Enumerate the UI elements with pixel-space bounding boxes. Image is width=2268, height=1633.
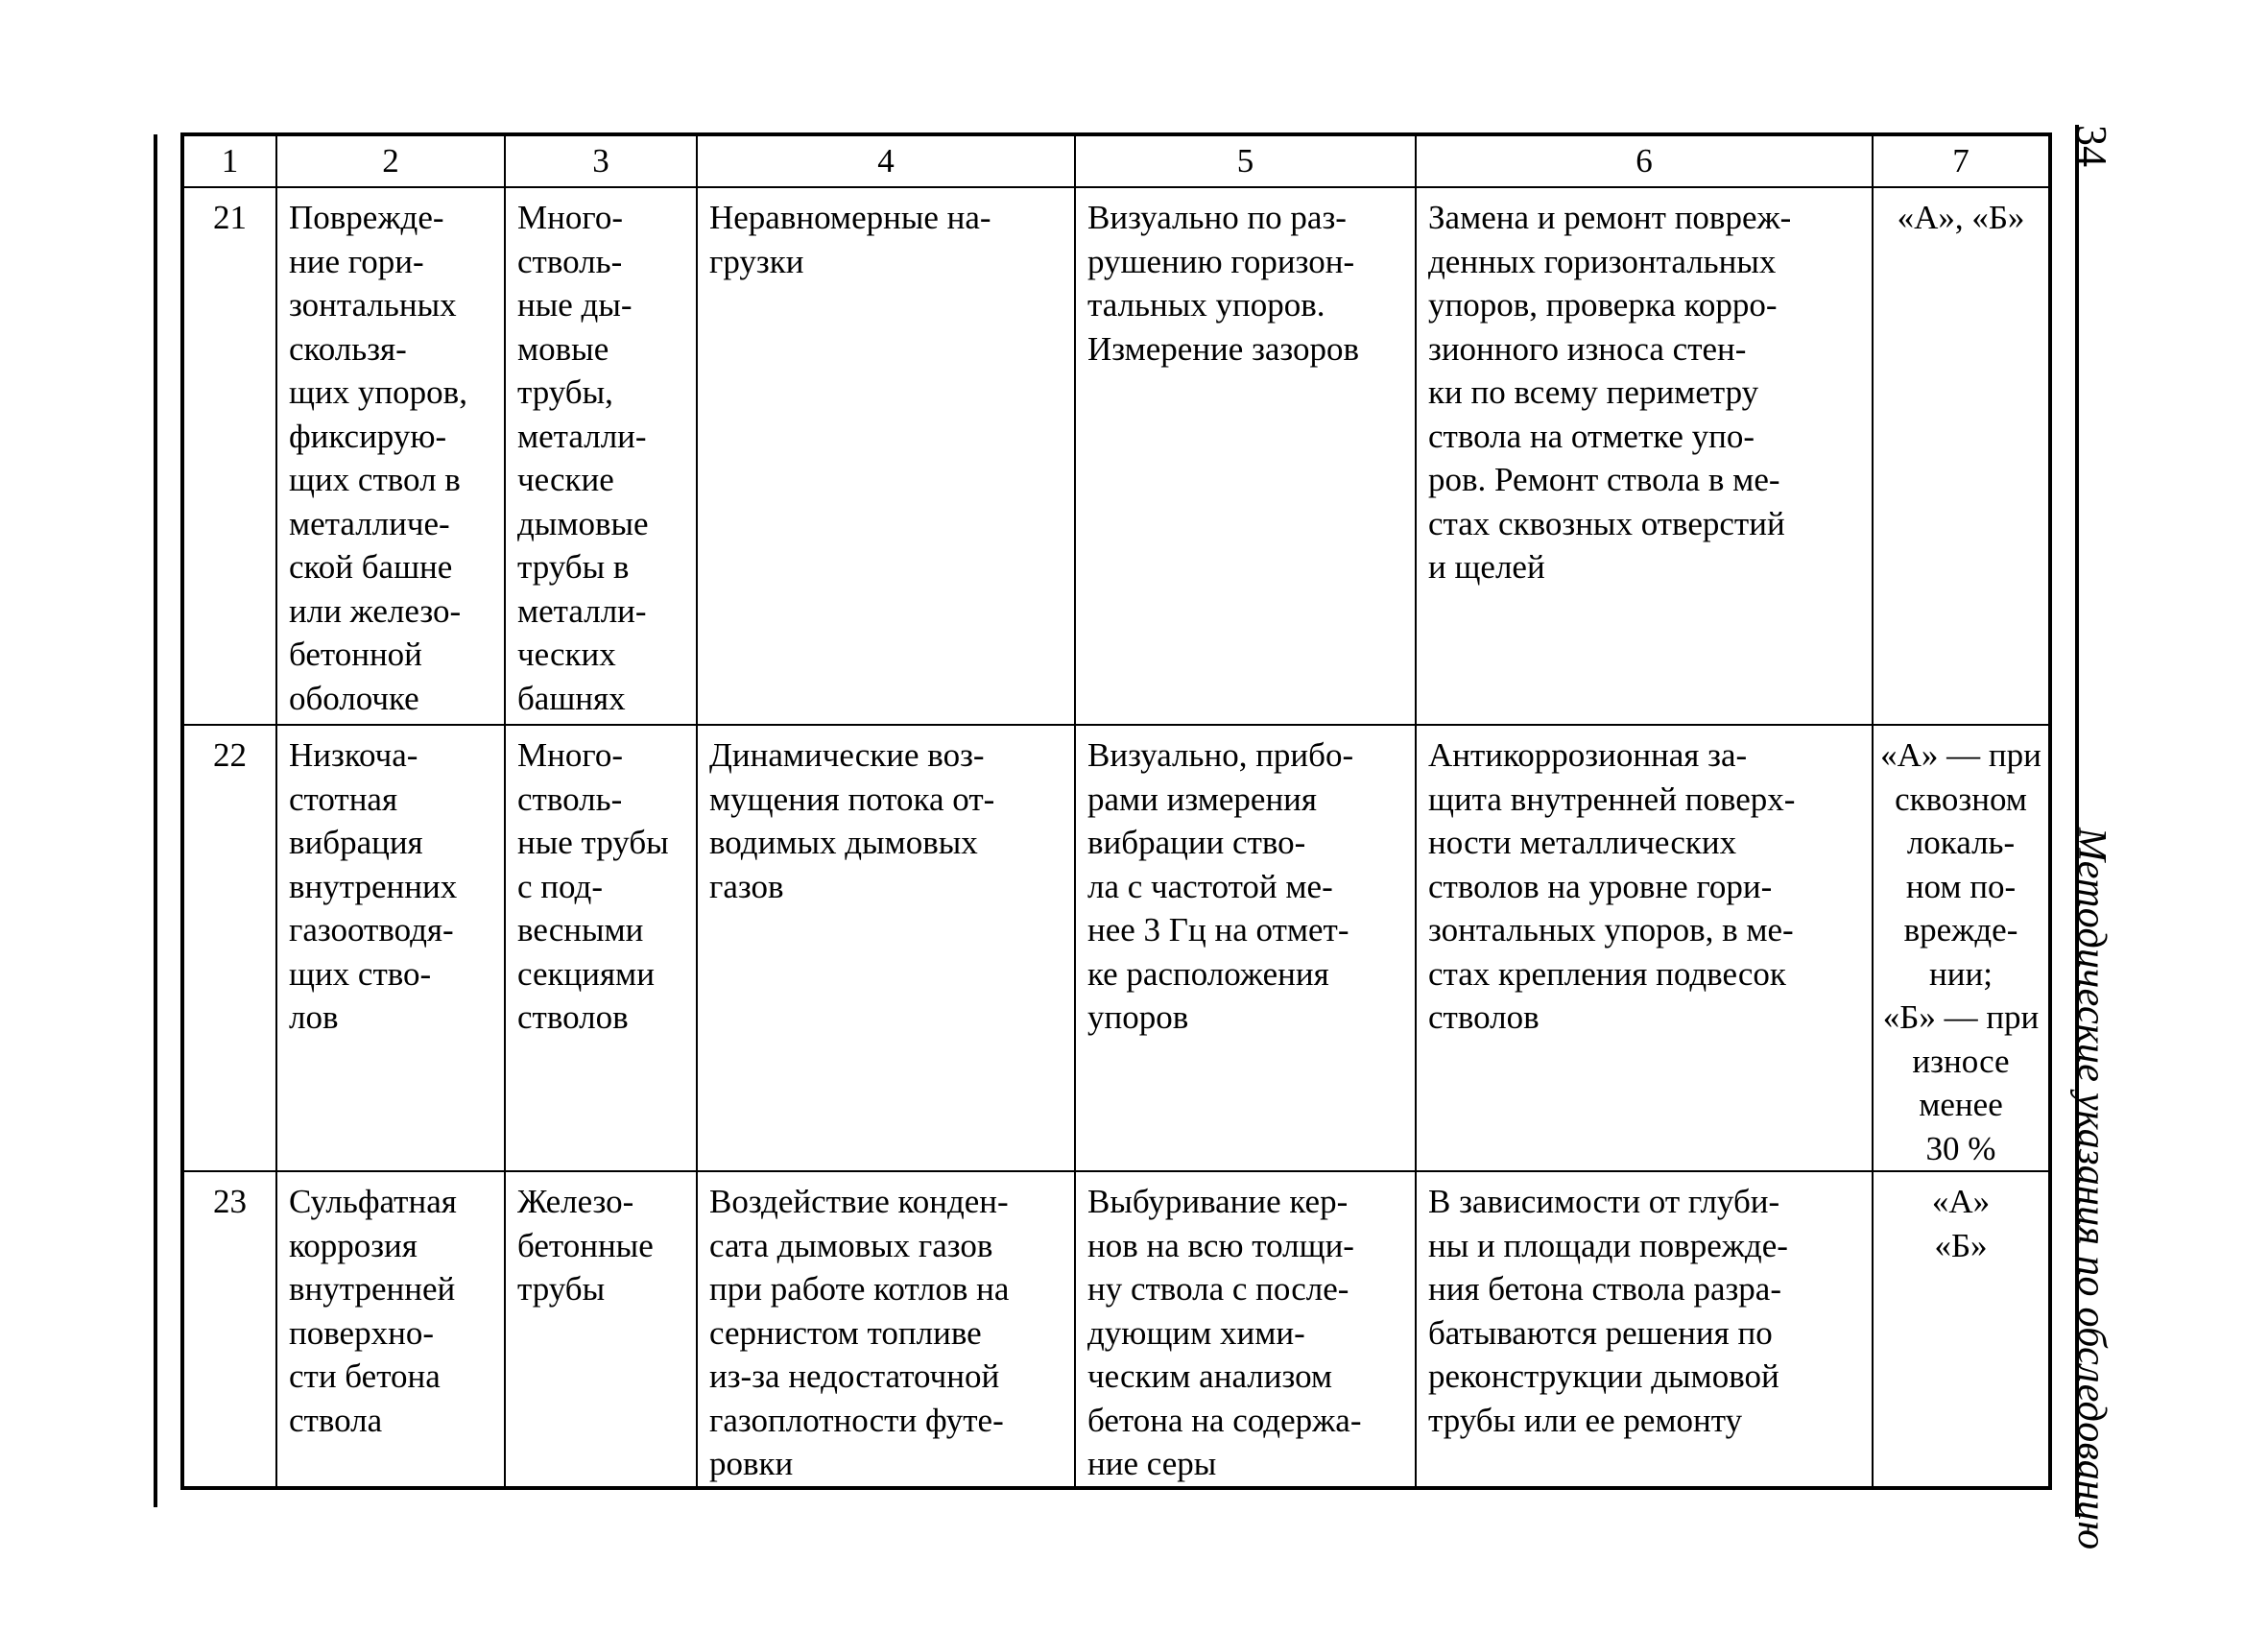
header-cell-6: 6 [1416, 134, 1873, 187]
running-title: Методические указания по обследованию [2069, 828, 2113, 1550]
row-number: 21 [182, 187, 276, 725]
header-cell-4: 4 [697, 134, 1075, 187]
header-row [182, 134, 2050, 187]
table-row [182, 1171, 2050, 1488]
structure-cell: Много- стволь- ные трубы с под- весными секциями стволов [505, 725, 697, 1171]
page-number: 34 [2068, 125, 2115, 167]
category-cell: «А» — при сквозном локаль- ном по- врежде- нии; «Б» — при износе менее 30 % [1873, 725, 2050, 1171]
method-cell: Выбуривание кер- нов на всю толщи- ну ствола с после- дующим хими- ческим анализом бетона на содержа- ние серы [1075, 1171, 1416, 1488]
structure-cell: Железо- бетонные трубы [505, 1171, 697, 1488]
structure-cell: Много- стволь- ные ды- мовые трубы, металли- ческие дымовые трубы в металли- ческих башнях [505, 187, 697, 725]
remedy-cell: Замена и ремонт повреж- денных горизонтальных упоров, проверка корро- зионного износа стен- ки по всему периметру ствола на отметке упо- ров. Ремонт ствола в ме- стах сквозных отверстий и щелей [1416, 187, 1873, 725]
method-cell: Визуально по раз- рушению горизон- тальных упоров. Измерение зазоров [1075, 187, 1416, 725]
defect-cell: Поврежде- ние гори- зонтальных скользя- щих упоров, фиксирую- щих ствол в металличе- ской башне или железо- бетонной оболочке [276, 187, 505, 725]
category-cell: «А», «Б» [1873, 187, 2050, 725]
header-cell-2: 2 [276, 134, 505, 187]
remedy-cell: Антикоррозионная за- щита внутренней поверх- ности металлических стволов на уровне гори- зонтальных упоров, в ме- стах крепления подвесок стволов [1416, 725, 1873, 1171]
cause-cell: Динамические воз- мущения потока от- водимых дымовых газов [697, 725, 1075, 1171]
row-number: 23 [182, 1171, 276, 1488]
header-cell-5: 5 [1075, 134, 1416, 187]
table-row [182, 725, 2050, 1171]
category-cell: «А» «Б» [1873, 1171, 2050, 1488]
table-row [182, 187, 2050, 725]
row-number: 22 [182, 725, 276, 1171]
header-cell-1: 1 [182, 134, 276, 187]
cause-cell: Воздействие конден- сата дымовых газов при работе котлов на сернистом топливе из-за недостаточной газоплотности футе- ровки [697, 1171, 1075, 1488]
cause-cell: Неравномерные на- грузки [697, 187, 1075, 725]
inspection-table [180, 132, 2052, 1490]
left-margin-rule [154, 134, 157, 1507]
remedy-cell: В зависимости от глуби- ны и площади поврежде- ния бетона ствола разра- батываются решения по реконструкции дымовой трубы или ее ремонту [1416, 1171, 1873, 1488]
header-cell-7: 7 [1873, 134, 2050, 187]
defect-cell: Сульфатная коррозия внутренней поверхно- сти бетона ствола [276, 1171, 505, 1488]
defect-cell: Низкоча- стотная вибрация внутренних газоотводя- щих ство- лов [276, 725, 505, 1171]
method-cell: Визуально, прибо- рами измерения вибрации ство- ла с частотой ме- нее 3 Гц на отмет- ке расположения упоров [1075, 725, 1416, 1171]
header-cell-3: 3 [505, 134, 697, 187]
